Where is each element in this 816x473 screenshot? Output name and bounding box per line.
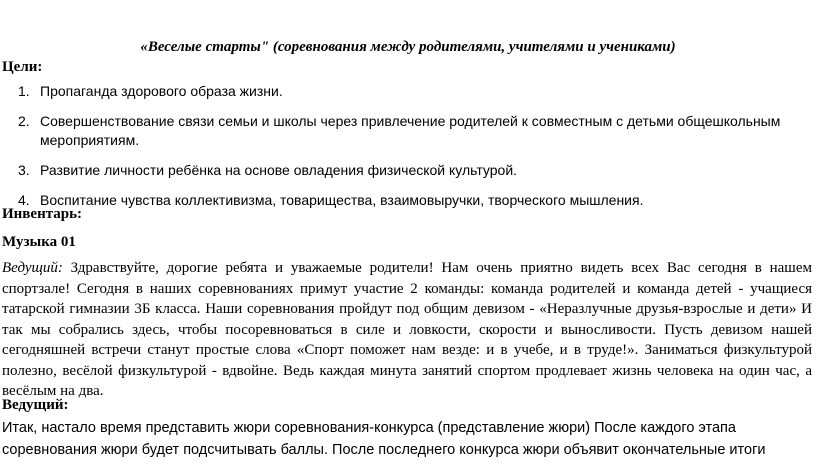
goal-text: Совершенствование связи семьи и школы через привлечение родителей к совместным с детьми общешкольным мероприятиям. <box>40 113 781 148</box>
goals-heading: Цели: <box>2 59 43 75</box>
goal-item <box>0 82 800 101</box>
goal-text: Пропаганда здорового образа жизни. <box>40 83 283 99</box>
goal-item <box>0 112 800 150</box>
goal-text: Развитие личности ребёнка на основе овладения физической культурой. <box>40 162 518 178</box>
speaker-label: Ведущий: <box>2 260 63 276</box>
goal-number: 3. <box>18 162 30 178</box>
goal-item <box>0 191 800 210</box>
speaker-heading: Ведущий: <box>2 397 69 413</box>
goals-list <box>0 82 800 221</box>
speech-text: Здравствуйте, дорогие ребята и уважаемые родители! Нам очень приятно видеть всех Вас сегодня в нашем спортзале! Сегодня в наших соревнованиях примут участие 2 команды: команда родителей и команда детей - учащиеся татарской гимназии 3Б класса. Наши соревнования пройдут под общим девизом - «Неразлучные друзья-взрослые и дети» И так мы собрались здесь, чтобы посоревноваться в силе и ловкости, скорости и выносливости. Пусть девизом нашей сегодняшней встречи станут простые слова «Спорт поможет нам везде: и в учебе, и в труде!». Заниматься физкультурой полезно, весёлой физкультурой - вдвойне. Ведь каждая минута занятий спортом продлевает жизнь человека на один час, а весёлым на два. <box>2 260 812 399</box>
music-heading: Музыка 01 <box>2 234 76 250</box>
goal-item <box>0 161 800 180</box>
inventory-heading: Инвентарь: <box>2 206 83 222</box>
goal-text: Воспитание чувства коллективизма, товарищества, взаимовыручки, творческого мышления. <box>40 192 644 208</box>
goal-number: 2. <box>18 113 30 129</box>
host-speech-paragraph <box>2 258 812 402</box>
jury-paragraph: Итак, настало время представить жюри соревнования-конкурса (представление жюри) После каждого этапа соревнования жюри будет подсчитывать баллы. После последнего конкурса жюри объявит окончательные итоги <box>2 420 766 458</box>
document-title: «Веселые старты" (соревнования между родителями, учителями и учениками) <box>140 39 676 55</box>
goal-number: 1. <box>18 83 30 99</box>
goal-number: 4. <box>18 192 30 208</box>
